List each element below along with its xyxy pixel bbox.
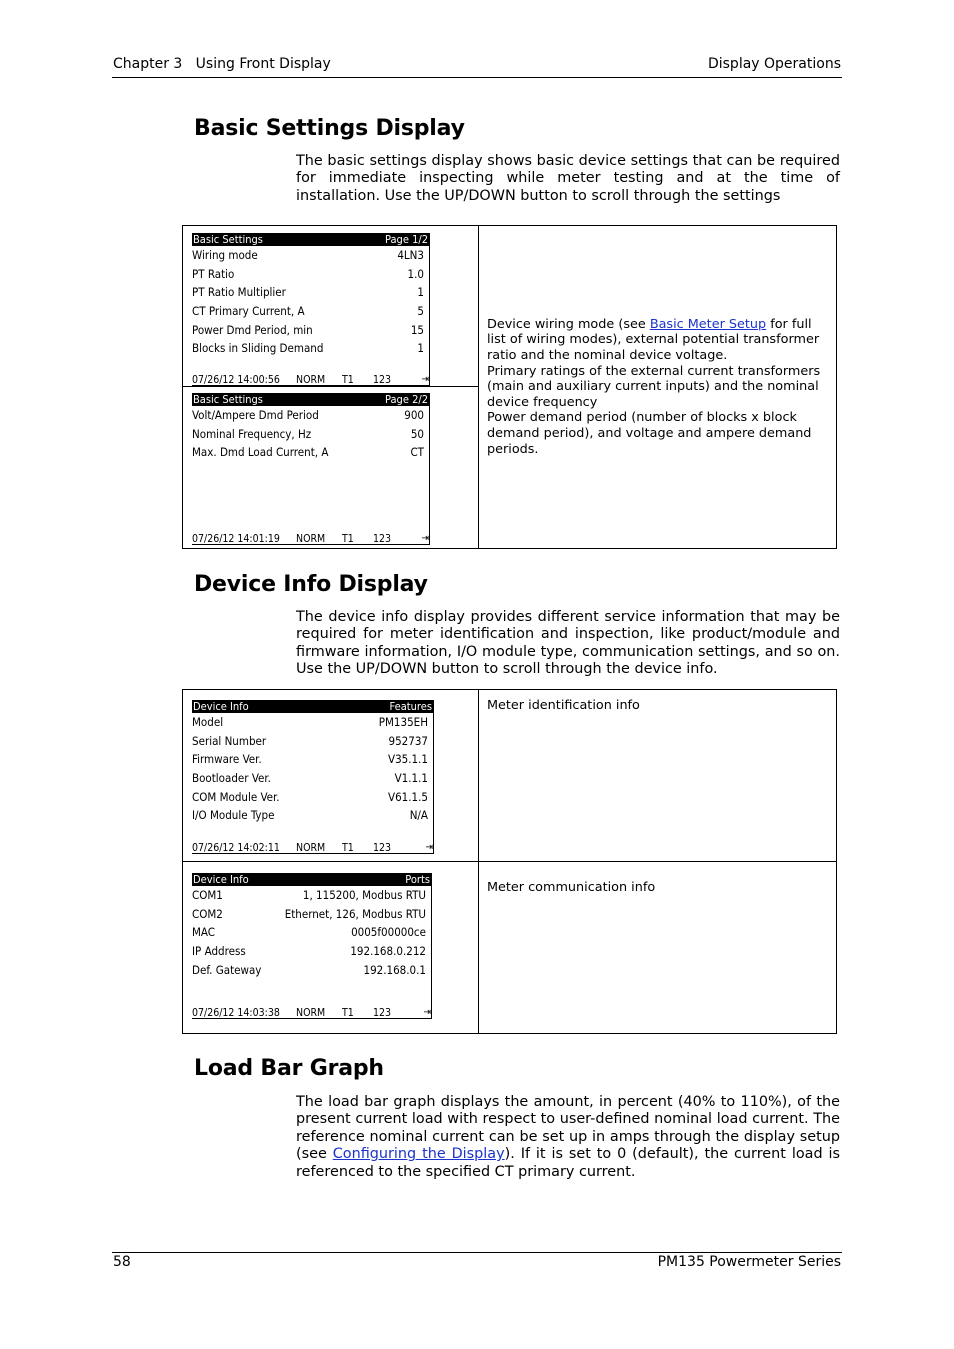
basic-settings-description: Device wiring mode (see Basic Meter Setup for full list of wiring modes), external potential transformer ratio and the nominal device voltage. Primary ratings of the external current transformers (main and auxiliary current inputs) and the nominal device frequency Power demand period (number of blocks x block demand period), and voltage and ampere demand periods. <box>479 226 837 549</box>
lcd-row: IP Address 192.168.0.212 <box>192 944 426 959</box>
lcd-row: I/O Module Type N/A <box>192 808 428 823</box>
device-info-intro: The device info display provides different service information that may be required for meter identification and inspection, like product/module and firmware information, I/O module type, communication settings, and so on. Use the UP/DOWN button to scroll through the device info. <box>296 609 840 678</box>
lcd-row: COM1 1, 115200, Modbus RTU <box>192 888 426 902</box>
page-number: 58 <box>113 1254 131 1270</box>
running-header <box>112 55 842 78</box>
scroll-arrow-icon: ⇥ <box>425 842 433 853</box>
load-bar-intro: The load bar graph displays the amount, in percent (40% to 110%), of the present current load with respect to user-defined nominal load current. The reference nominal current can be set up in amps through the display setup (see Configuring the Display). If it is set to 0 (default), the current load is referenced to the specified CT primary current. <box>296 1094 840 1180</box>
lcd-title-bar: Device Info Ports <box>193 873 430 886</box>
lcd-row: Wiring mode 4LN3 <box>192 248 424 262</box>
basic-settings-heading: Basic Settings Display <box>194 116 465 141</box>
load-bar-heading: Load Bar Graph <box>194 1056 384 1081</box>
chapter-title: Chapter 3 Using Front Display <box>113 56 331 72</box>
basic-screen-2-cell <box>183 387 479 549</box>
lcd-row: Blocks in Sliding Demand 1 <box>192 341 424 356</box>
scroll-arrow-icon: ⇥ <box>421 533 429 544</box>
lcd-row: Bootloader Ver. V1.1.1 <box>192 771 428 786</box>
lcd-row: Power Dmd Period, min 15 <box>192 322 424 337</box>
lcd-screen-basic-1 <box>192 233 430 386</box>
device-info-table <box>182 689 837 1034</box>
lcd-row: Serial Number 952737 <box>192 733 428 748</box>
lcd-row: MAC 0005f00000ce <box>192 925 426 940</box>
lcd-title-bar: Basic Settings Page 1/2 <box>193 233 428 246</box>
basic-settings-intro: The basic settings display shows basic device settings that can be required for immediate inspecting while meter testing and at the time of installation. Use the UP/DOWN button to scroll through the settings <box>296 153 840 204</box>
basic-settings-table <box>182 225 837 549</box>
lcd-row: Nominal Frequency, Hz 50 <box>192 426 424 441</box>
lcd-status-bar: 07/26/12 14:02:11 NORM T1 123 ⇥ <box>192 842 433 854</box>
product-series: PM135 Powermeter Series <box>657 1254 841 1270</box>
device-screen-2-cell <box>183 862 479 1034</box>
running-footer <box>112 1252 842 1276</box>
lcd-row: CT Primary Current, A 5 <box>192 304 424 319</box>
lcd-screen-device-2 <box>192 873 432 1019</box>
lcd-row: Def. Gateway 192.168.0.1 <box>192 962 426 977</box>
device-identification-description: Meter identification info <box>479 690 837 862</box>
device-communication-description: Meter communication info <box>479 862 837 1034</box>
lcd-screen-device-1 <box>192 700 434 854</box>
lcd-screen-basic-2 <box>192 393 430 545</box>
scroll-arrow-icon: ⇥ <box>421 374 429 385</box>
lcd-status-bar: 07/26/12 14:03:38 NORM T1 123 ⇥ <box>192 1007 431 1019</box>
lcd-row: PT Ratio Multiplier 1 <box>192 285 424 300</box>
lcd-status-bar: 07/26/12 14:00:56 NORM T1 123 ⇥ <box>192 374 429 386</box>
device-screen-1-cell <box>183 690 479 862</box>
lcd-title-bar: Device Info Features <box>193 700 432 713</box>
basic-screen-1-cell <box>183 226 479 387</box>
lcd-row: Firmware Ver. V35.1.1 <box>192 752 428 767</box>
basic-meter-setup-link[interactable]: Basic Meter Setup <box>649 316 767 332</box>
lcd-row: Max. Dmd Load Current, A CT <box>192 445 424 460</box>
lcd-row: Model PM135EH <box>192 715 428 729</box>
lcd-title-bar: Basic Settings Page 2/2 <box>193 393 428 406</box>
device-info-heading: Device Info Display <box>194 572 428 597</box>
lcd-row: PT Ratio 1.0 <box>192 266 424 281</box>
lcd-row: COM Module Ver. V61.1.5 <box>192 789 428 804</box>
scroll-arrow-icon: ⇥ <box>423 1007 431 1018</box>
section-title: Display Operations <box>707 56 841 72</box>
lcd-row: COM2 Ethernet, 126, Modbus RTU <box>192 906 426 921</box>
configuring-display-link[interactable]: Configuring the Display <box>332 1146 505 1163</box>
lcd-status-bar: 07/26/12 14:01:19 NORM T1 123 ⇥ <box>192 533 429 545</box>
lcd-row: Volt/Ampere Dmd Period 900 <box>192 408 424 422</box>
